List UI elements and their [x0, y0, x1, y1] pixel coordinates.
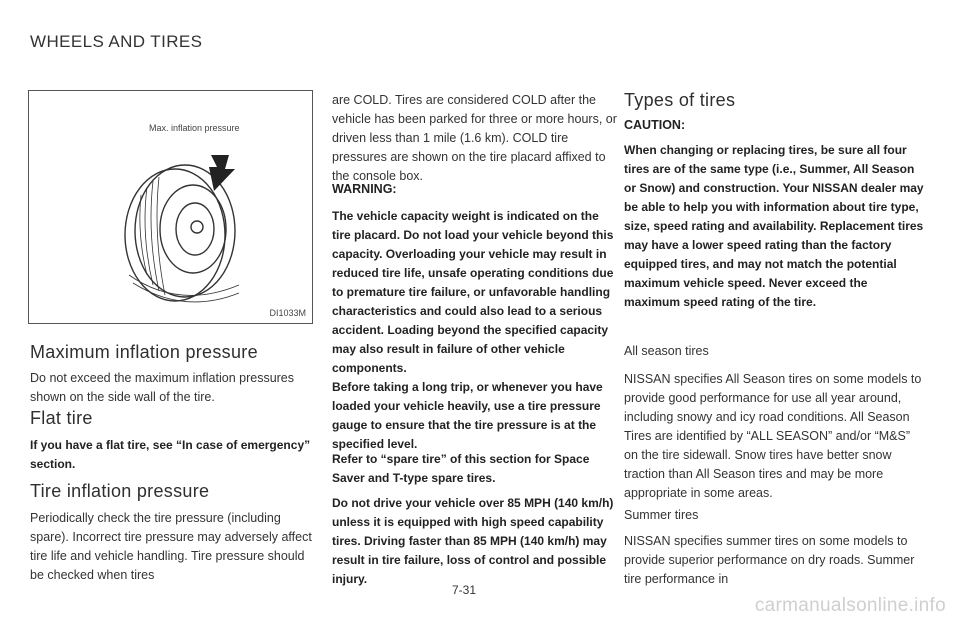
heading-flat-tire: Flat tire: [30, 408, 93, 428]
tire-icon: [89, 135, 259, 305]
paragraph-flat-tire: If you have a flat tire, see “In case of emergency” section.: [30, 438, 311, 471]
section-header: WHEELS AND TIRES: [30, 32, 203, 51]
page-number: 7-31: [452, 583, 477, 597]
heading-tire-inflation-pressure: Tire inflation pressure: [30, 481, 210, 501]
caution-label: CAUTION:: [624, 118, 686, 132]
warning-capacity: The vehicle capacity weight is indicated on the tire placard. Do not load your vehicle beyond this capacity. Overloading your vehicle may result in reduced tire life, unsafe operating conditions due to premature tire failure, or unfavorable handling characteristics and could also lead to a serious accident. Loading beyond the specified capacity may also result in failure of other vehicle components.: [332, 209, 614, 375]
subheading-all-season: All season tires: [624, 344, 709, 358]
warning-spare-tire: Refer to “spare tire” of this section for Space Saver and T-type spare tires.: [332, 452, 590, 485]
subheading-summer: Summer tires: [624, 508, 699, 522]
figure-code: DI1033M: [269, 308, 306, 318]
warning-speed: Do not drive your vehicle over 85 MPH (140 km/h) unless it is equipped with high speed capability tires. Driving faster than 85 MPH (140 km/h) may result in tire failure, loss of control and possible injury.: [332, 496, 614, 586]
paragraph-cold-tires: are COLD. Tires are considered COLD after the vehicle has been parked for three or more hours, or driven less than 1 mile (1.6 km). COLD tire pressures are shown on the tire placard affixed to the console box.: [332, 93, 617, 183]
heading-maximum-inflation-pressure: Maximum inflation pressure: [30, 342, 258, 362]
tire-illustration-figure: [28, 90, 313, 324]
paragraph-tire-inflation: Periodically check the tire pressure (including spare). Incorrect tire pressure may adversely affect tire life and vehicle handling. Tire pressure should be checked when tires: [30, 511, 312, 582]
watermark: carmanualsonline.info: [754, 595, 946, 616]
paragraph-all-season: NISSAN specifies All Season tires on some models to provide good performance for use all year around, including snowy and icy road conditions. All Season Tires are identified by “ALL SEASON” and/or “M&S” on the tire sidewall. Snow tires have better snow traction than All Season tires and may be more appropriate in some areas.: [624, 372, 922, 500]
figure-caption: Max. inflation pressure: [149, 123, 240, 133]
caution-tire-type: When changing or replacing tires, be sure all four tires are of the same type (i.e., Summer, All Season or Snow) and construction. Your NISSAN dealer may be able to help you with information about tire type, size, speed rating and availability. Replacement tires may have a lower speed rating than the factory equipped tires, and may not match the potential maximum vehicle speed. Never exceed the maximum speed rating of the tire.: [624, 143, 924, 309]
paragraph-summer: NISSAN specifies summer tires on some models to provide superior performance on dry roads. Summer tire performance in: [624, 534, 915, 586]
heading-types-of-tires: Types of tires: [624, 90, 736, 110]
warning-label: WARNING:: [332, 182, 397, 196]
warning-long-trip: Before taking a long trip, or whenever you have loaded your vehicle heavily, use a tire pressure gauge to ensure that the tire pressure is at the specified level.: [332, 380, 603, 451]
paragraph-maximum-pressure: Do not exceed the maximum inflation pressures shown on the side wall of the tire.: [30, 371, 295, 404]
